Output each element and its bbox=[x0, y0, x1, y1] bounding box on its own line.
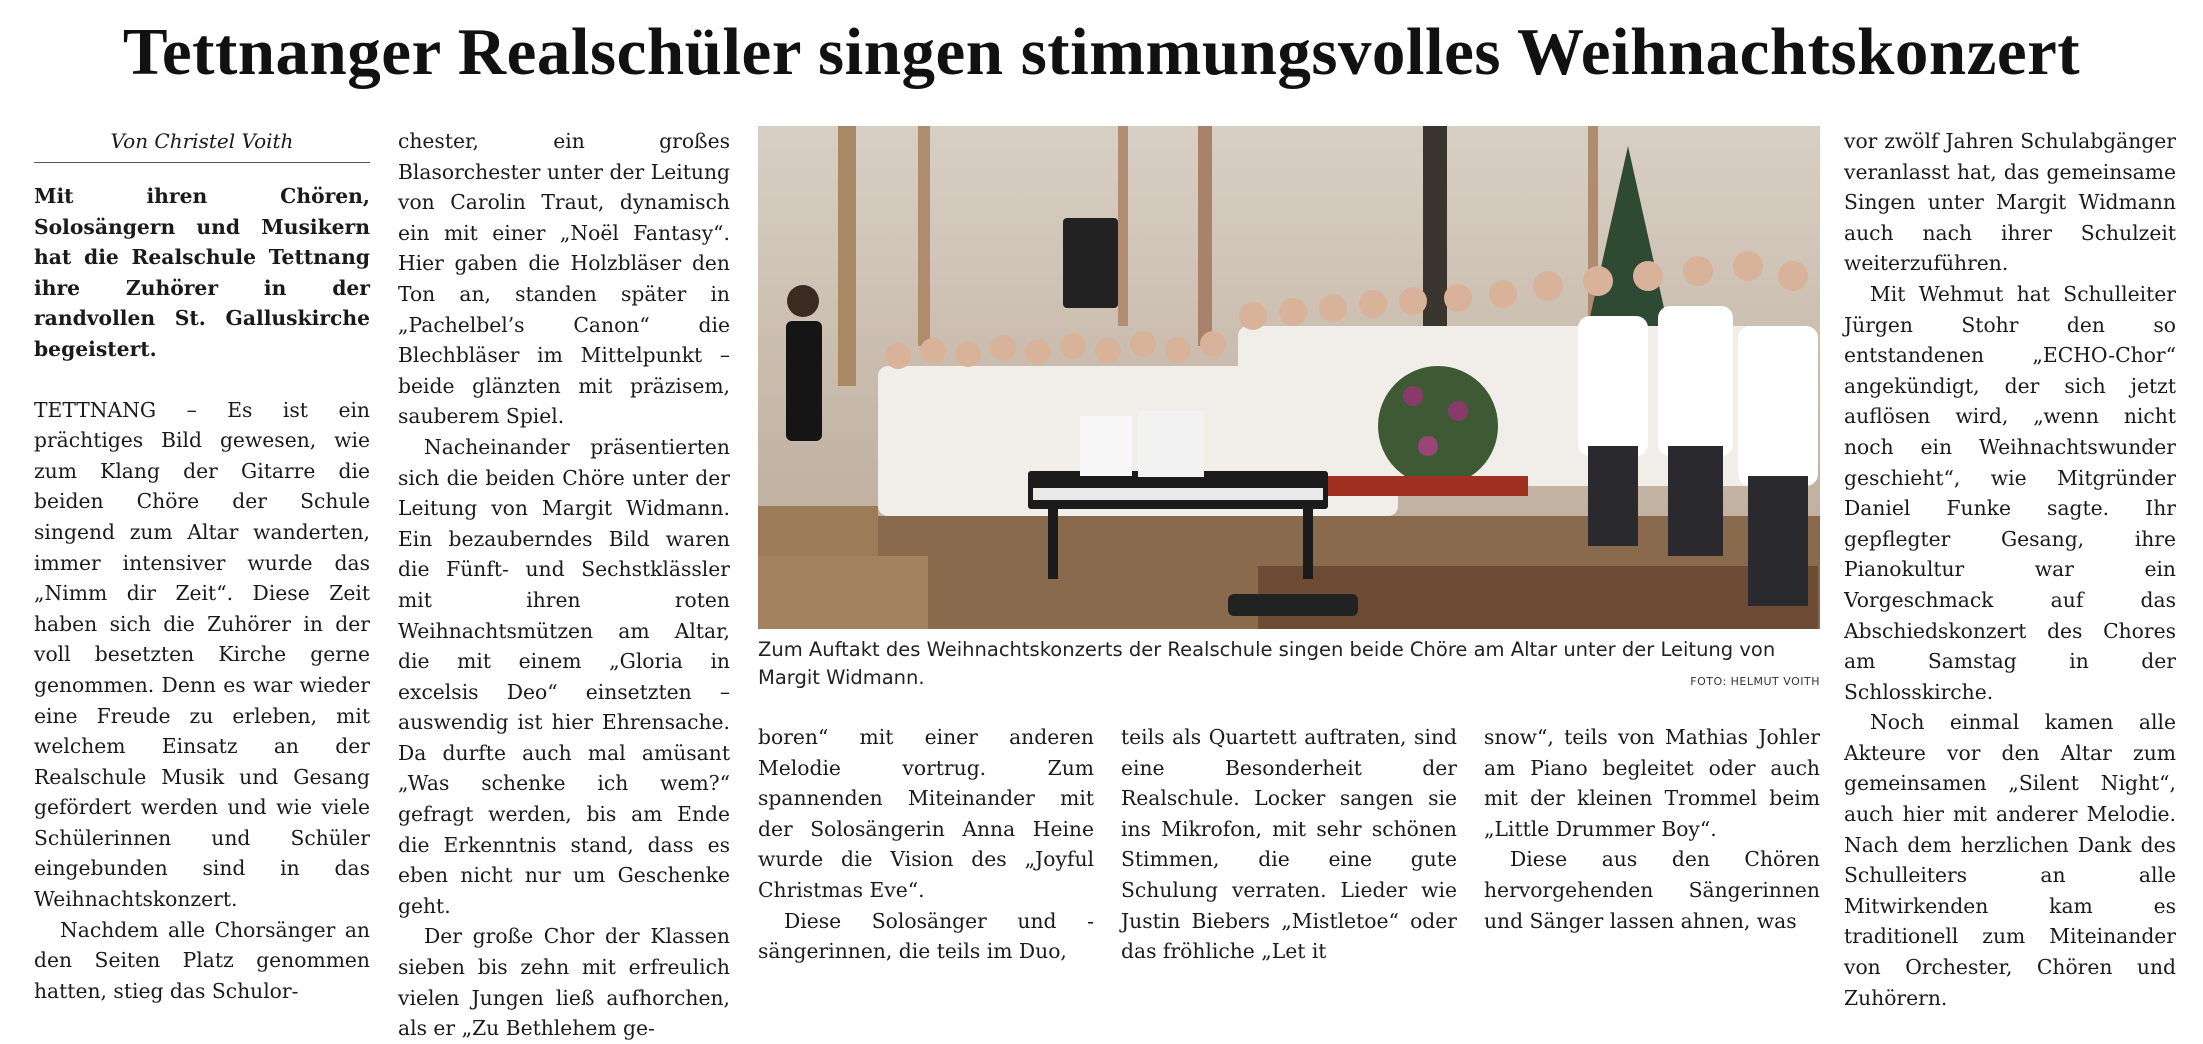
paragraph: Der große Chor der Klassen sieben bis zehn mit erfreulich vielen Jungen ließ aufhorchen, als er „Zu Bethlehem ge- bbox=[398, 924, 730, 1041]
paragraph: snow“, teils von Mathias Johler am Piano begleitet oder auch mit der kleinen Trommel beim „Little Drummer Boy“. bbox=[1484, 725, 1820, 841]
paragraph: boren“ mit einer anderen Melodie vortrug. Zum spannenden Miteinander mit der Solosängerin Anna Heine wurde die Vision des „Joyful Christmas Eve“. bbox=[758, 725, 1094, 902]
paragraph: TETTNANG – Es ist ein prächtiges Bild gewesen, wie zum Klang der Gitarre die beiden Chöre der Schule singend zum Altar wanderten, immer intensiver wurde das „Nimm dir Zeit“. Diese Zeit haben sich die Zuhörer in der voll besetzten Kirche gerne genommen. Denn es war wieder eine Freude zu erleben, mit welchem Einsatz an der Realschule Musik und Gesang gefördert werden und wie viele Schülerinnen und Schüler eingebunden sind in das Weihnachtskonzert. bbox=[34, 397, 370, 912]
paragraph: Mit Wehmut hat Schulleiter Jürgen Stohr den so entstandenen „ECHO-Chor“ angekündigt, der sich jetzt auflösen wird, „wenn nicht noch ein Weihnachtswunder geschieht“, wie Mitgründer Daniel Funke sagte. Ihr gepflegter Gesang, ihre Pianokultur war ein Vorgeschmack auf das Abschiedskonzert des Chores am Samstag in der Schlosskirche. bbox=[1844, 281, 2176, 704]
byline: Von Christel Voith bbox=[34, 126, 370, 163]
article-column-4 bbox=[1121, 722, 1457, 967]
headline: Tettnanger Realschüler singen stimmungsvolles Weihnachtskonzert bbox=[122, 15, 2081, 89]
paragraph: Nacheinander präsentierten sich die beiden Chöre unter der Leitung von Margit Widmann. Ein bezauberndes Bild waren die Fünft- und Sechstklässler mit ihren roten Weihnachtsmützen am Altar, die mit einem „Gloria in excelsis Deo“ einsetzten – auswendig ist hier Ehrensache. Da durfte auch mal amüsant „Was schenke ich wem?“ gefragt werden, bis am Ende die Erkenntnis stand, dass es eben nicht nur um Geschenke geht. bbox=[398, 434, 730, 918]
choir-photo-illustration bbox=[758, 126, 1820, 629]
article-column-2 bbox=[398, 126, 730, 1044]
paragraph: vor zwölf Jahren Schulabgänger veranlasst hat, das gemeinsame Singen unter Margit Widmann auch nach ihrer Schulzeit weiterzuführen. bbox=[1844, 129, 2176, 276]
article-column-5 bbox=[1484, 722, 1820, 936]
lead-paragraph: Mit ihren Chören, Solosängern und Musikern hat die Realschule Tettnang ihre Zuhörer in der randvollen St. Galluskirche begeistert. bbox=[34, 184, 370, 361]
paragraph: Diese aus den Chören hervorgehenden Sängerinnen und Sänger lassen ahnen, was bbox=[1484, 847, 1820, 933]
article-column-3 bbox=[758, 722, 1094, 967]
article-column-1 bbox=[34, 126, 370, 1006]
paragraph: chester, ein großes Blasorchester unter der Leitung von Carolin Traut, dynamisch ein mit einer „Noël Fantasy“. Hier gaben die Holzbläser den Ton an, standen später in „Pachelbel’s Canon“ die Blechbläser im Mittelpunkt – beide glänzten mit präzisem, sauberem Spiel. bbox=[398, 129, 730, 429]
paragraph: Diese Solosänger und -sängerinnen, die teils im Duo, bbox=[758, 908, 1094, 964]
paragraph: Nachdem alle Chorsänger an den Seiten Platz genommen hatten, stieg das Schulor- bbox=[34, 917, 370, 1003]
concert-photo bbox=[758, 126, 1820, 629]
photo-caption: Zum Auftakt des Weihnachtskonzerts der Realschule singen beide Chöre am Altar unter der Leitung von Margit Widmann. bbox=[758, 638, 1776, 689]
paragraph: teils als Quartett auftraten, sind eine Besonderheit der Realschule. Locker sangen sie ins Mikrofon, mit sehr schönen Stimmen, die eine gute Schulung verraten. Lieder wie Justin Biebers „Mistletoe“ oder das fröhliche „Let it bbox=[1121, 725, 1457, 964]
photo-credit: FOTO: HELMUT VOITH bbox=[1690, 675, 1820, 688]
article-column-6 bbox=[1844, 126, 2176, 1013]
paragraph: Noch einmal kamen alle Akteure vor den Altar zum gemeinsamen „Silent Night“, auch hier mit anderer Melodie. Nach dem herzlichen Dank des Schulleiters an alle Mitwirkenden kam es traditionell zum Miteinander von Orchester, Chören und Zuhörern. bbox=[1844, 710, 2176, 1010]
